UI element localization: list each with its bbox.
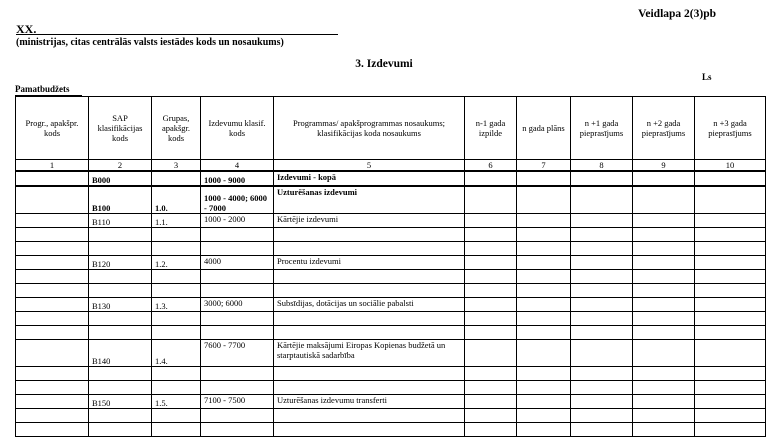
item-name-cell: [274, 312, 465, 326]
program-code-cell: [16, 256, 89, 270]
program-code-cell: [16, 367, 89, 381]
value-cell: [465, 298, 517, 312]
value-cell: [633, 423, 695, 437]
value-cell: [695, 326, 766, 340]
value-cell: [517, 242, 571, 256]
item-name-cell: [274, 409, 465, 423]
value-cell: [695, 256, 766, 270]
value-cell: [695, 395, 766, 409]
item-name-cell: [274, 326, 465, 340]
value-cell: [517, 367, 571, 381]
sap-code-cell: [89, 284, 152, 298]
section-title: 3. Izdevumi: [355, 58, 413, 70]
group-code-cell: [152, 228, 201, 242]
table-row: [16, 326, 766, 340]
value-cell: [465, 340, 517, 367]
value-cell: [465, 395, 517, 409]
value-cell: [517, 395, 571, 409]
value-cell: [695, 298, 766, 312]
sap-code-cell: B110: [89, 214, 152, 228]
classification-code-cell: [201, 409, 274, 423]
classification-code-cell: [201, 381, 274, 395]
value-cell: [571, 367, 633, 381]
column-header: Grupas, apakšgr. kods: [152, 97, 201, 160]
table-row: [16, 395, 766, 409]
value-cell: [517, 284, 571, 298]
classification-code-cell: [201, 242, 274, 256]
value-cell: [465, 326, 517, 340]
table-row: [16, 284, 766, 298]
value-cell: [633, 284, 695, 298]
value-cell: [633, 367, 695, 381]
group-code-cell: 1.4.: [152, 340, 201, 367]
sap-code-cell: [89, 228, 152, 242]
value-cell: [571, 270, 633, 284]
classification-code-cell: [201, 326, 274, 340]
expenditure-table: [15, 96, 766, 437]
item-name-cell: Izdevumi - kopā: [274, 171, 465, 186]
value-cell: [571, 298, 633, 312]
column-number: 4: [201, 160, 274, 172]
value-cell: [571, 242, 633, 256]
program-code-cell: [16, 423, 89, 437]
value-cell: [695, 423, 766, 437]
group-code-cell: 1.2.: [152, 256, 201, 270]
value-cell: [465, 423, 517, 437]
table-row: [16, 340, 766, 367]
value-cell: [633, 270, 695, 284]
value-cell: [465, 171, 517, 186]
item-name-cell: [274, 367, 465, 381]
sap-code-cell: [89, 242, 152, 256]
value-cell: [465, 242, 517, 256]
value-cell: [571, 284, 633, 298]
program-code-cell: [16, 395, 89, 409]
value-cell: [633, 186, 695, 214]
value-cell: [633, 214, 695, 228]
classification-code-cell: [201, 312, 274, 326]
table-row: [16, 256, 766, 270]
value-cell: [517, 326, 571, 340]
value-cell: [571, 381, 633, 395]
sap-code-cell: [89, 409, 152, 423]
column-header: SAP klasifikācijas kods: [89, 97, 152, 160]
program-code-cell: [16, 228, 89, 242]
classification-code-cell: 3000; 6000: [201, 298, 274, 312]
classification-code-cell: [201, 284, 274, 298]
sap-code-cell: [89, 367, 152, 381]
group-code-cell: [152, 270, 201, 284]
value-cell: [517, 171, 571, 186]
value-cell: [517, 270, 571, 284]
value-cell: [517, 409, 571, 423]
value-cell: [633, 256, 695, 270]
value-cell: [695, 270, 766, 284]
column-number: 7: [517, 160, 571, 172]
item-name-cell: Subsīdijas, dotācijas un sociālie pabalsti: [274, 298, 465, 312]
program-code-cell: [16, 409, 89, 423]
column-header: n +3 gada pieprasījums: [695, 97, 766, 160]
group-code-cell: [152, 409, 201, 423]
group-code-cell: [152, 367, 201, 381]
value-cell: [571, 228, 633, 242]
column-number: 2: [89, 160, 152, 172]
group-code-cell: [152, 312, 201, 326]
budget-label: Pamatbudžets: [15, 84, 70, 94]
value-cell: [517, 228, 571, 242]
item-name-cell: [274, 423, 465, 437]
column-header: n +1 gada pieprasījums: [571, 97, 633, 160]
group-code-cell: [152, 284, 201, 298]
value-cell: [465, 284, 517, 298]
value-cell: [571, 423, 633, 437]
program-code-cell: [16, 326, 89, 340]
item-name-cell: Uzturēšanas izdevumu transferti: [274, 395, 465, 409]
table-row: [16, 423, 766, 437]
program-code-cell: [16, 186, 89, 214]
value-cell: [517, 186, 571, 214]
column-number: 9: [633, 160, 695, 172]
group-code-cell: [152, 381, 201, 395]
column-header: Programmas/ apakšprogrammas nosaukums; klasifikācijas koda nosaukums: [274, 97, 465, 160]
sap-code-cell: B150: [89, 395, 152, 409]
item-name-cell: Kārtējie izdevumi: [274, 214, 465, 228]
value-cell: [633, 312, 695, 326]
value-cell: [571, 326, 633, 340]
org-underline: [16, 34, 338, 35]
program-code-cell: [16, 214, 89, 228]
group-code-cell: [152, 171, 201, 186]
value-cell: [465, 312, 517, 326]
value-cell: [695, 171, 766, 186]
column-number: 1: [16, 160, 89, 172]
sap-code-cell: B100: [89, 186, 152, 214]
column-number-row: [16, 160, 766, 172]
column-header: Izdevumu klasif. kods: [201, 97, 274, 160]
table-row: [16, 186, 766, 214]
classification-code-cell: [201, 423, 274, 437]
group-code-cell: 1.5.: [152, 395, 201, 409]
value-cell: [465, 270, 517, 284]
currency-label: Ls: [702, 72, 712, 82]
column-number: 10: [695, 160, 766, 172]
sap-code-cell: [89, 381, 152, 395]
group-code-cell: 1.1.: [152, 214, 201, 228]
value-cell: [517, 312, 571, 326]
value-cell: [695, 186, 766, 214]
value-cell: [571, 395, 633, 409]
classification-code-cell: [201, 270, 274, 284]
program-code-cell: [16, 242, 89, 256]
item-name-cell: [274, 242, 465, 256]
value-cell: [517, 256, 571, 270]
sap-code-cell: [89, 270, 152, 284]
group-code-cell: [152, 242, 201, 256]
program-code-cell: [16, 381, 89, 395]
value-cell: [571, 186, 633, 214]
item-name-cell: [274, 381, 465, 395]
classification-code-cell: 7100 - 7500: [201, 395, 274, 409]
value-cell: [695, 409, 766, 423]
header-row: [16, 97, 766, 160]
column-header: Progr., apakšpr. kods: [16, 97, 89, 160]
value-cell: [633, 340, 695, 367]
value-cell: [695, 367, 766, 381]
value-cell: [633, 228, 695, 242]
value-cell: [695, 340, 766, 367]
table-row: [16, 228, 766, 242]
item-name-cell: [274, 270, 465, 284]
program-code-cell: [16, 312, 89, 326]
table-row: [16, 381, 766, 395]
program-code-cell: [16, 171, 89, 186]
value-cell: [517, 214, 571, 228]
column-number: 5: [274, 160, 465, 172]
value-cell: [465, 214, 517, 228]
sap-code-cell: B120: [89, 256, 152, 270]
value-cell: [571, 214, 633, 228]
value-cell: [633, 242, 695, 256]
sap-code-cell: B130: [89, 298, 152, 312]
column-header: n +2 gada pieprasījums: [633, 97, 695, 160]
value-cell: [517, 340, 571, 367]
org-note: (ministrijas, citas centrālās valsts iestādes kods un nosaukums): [16, 37, 284, 48]
table-row: [16, 409, 766, 423]
value-cell: [571, 340, 633, 367]
value-cell: [695, 381, 766, 395]
program-code-cell: [16, 340, 89, 367]
value-cell: [517, 298, 571, 312]
column-header: n-1 gada izpilde: [465, 97, 517, 160]
value-cell: [517, 381, 571, 395]
value-cell: [695, 228, 766, 242]
group-code-cell: [152, 423, 201, 437]
value-cell: [633, 381, 695, 395]
group-code-cell: [152, 326, 201, 340]
sap-code-cell: [89, 423, 152, 437]
sap-code-cell: [89, 326, 152, 340]
item-name-cell: [274, 228, 465, 242]
table-row: [16, 367, 766, 381]
table-row: [16, 171, 766, 186]
column-number: 3: [152, 160, 201, 172]
group-code-cell: 1.3.: [152, 298, 201, 312]
value-cell: [571, 171, 633, 186]
program-code-cell: [16, 298, 89, 312]
value-cell: [465, 186, 517, 214]
item-name-cell: [274, 284, 465, 298]
value-cell: [633, 395, 695, 409]
sap-code-cell: B140: [89, 340, 152, 367]
classification-code-cell: 1000 - 4000; 6000 - 7000: [201, 186, 274, 214]
program-code-cell: [16, 284, 89, 298]
sap-code-cell: B000: [89, 171, 152, 186]
item-name-cell: Uzturēšanas izdevumi: [274, 186, 465, 214]
value-cell: [465, 228, 517, 242]
value-cell: [695, 284, 766, 298]
value-cell: [633, 409, 695, 423]
classification-code-cell: [201, 367, 274, 381]
item-name-cell: Procentu izdevumi: [274, 256, 465, 270]
table-row: [16, 242, 766, 256]
value-cell: [465, 367, 517, 381]
classification-code-cell: 7600 - 7700: [201, 340, 274, 367]
classification-code-cell: 1000 - 2000: [201, 214, 274, 228]
value-cell: [465, 256, 517, 270]
org-code: XX.: [16, 22, 37, 36]
classification-code-cell: 4000: [201, 256, 274, 270]
value-cell: [633, 171, 695, 186]
value-cell: [633, 326, 695, 340]
value-cell: [695, 312, 766, 326]
column-number: 8: [571, 160, 633, 172]
table-row: [16, 214, 766, 228]
value-cell: [517, 423, 571, 437]
value-cell: [465, 409, 517, 423]
table-row: [16, 298, 766, 312]
classification-code-cell: [201, 228, 274, 242]
sap-code-cell: [89, 312, 152, 326]
column-header: n gada plāns: [517, 97, 571, 160]
classification-code-cell: 1000 - 9000: [201, 171, 274, 186]
value-cell: [571, 312, 633, 326]
item-name-cell: Kārtējie maksājumi Eiropas Kopienas budžetā un starptautiskā sadarbība: [274, 340, 465, 367]
group-code-cell: 1.0.: [152, 186, 201, 214]
value-cell: [465, 381, 517, 395]
value-cell: [571, 409, 633, 423]
form-id: Veidlapa 2(3)pb: [638, 8, 716, 20]
value-cell: [571, 256, 633, 270]
table-row: [16, 270, 766, 284]
table-row: [16, 312, 766, 326]
column-number: 6: [465, 160, 517, 172]
value-cell: [633, 298, 695, 312]
value-cell: [695, 242, 766, 256]
value-cell: [695, 214, 766, 228]
program-code-cell: [16, 270, 89, 284]
